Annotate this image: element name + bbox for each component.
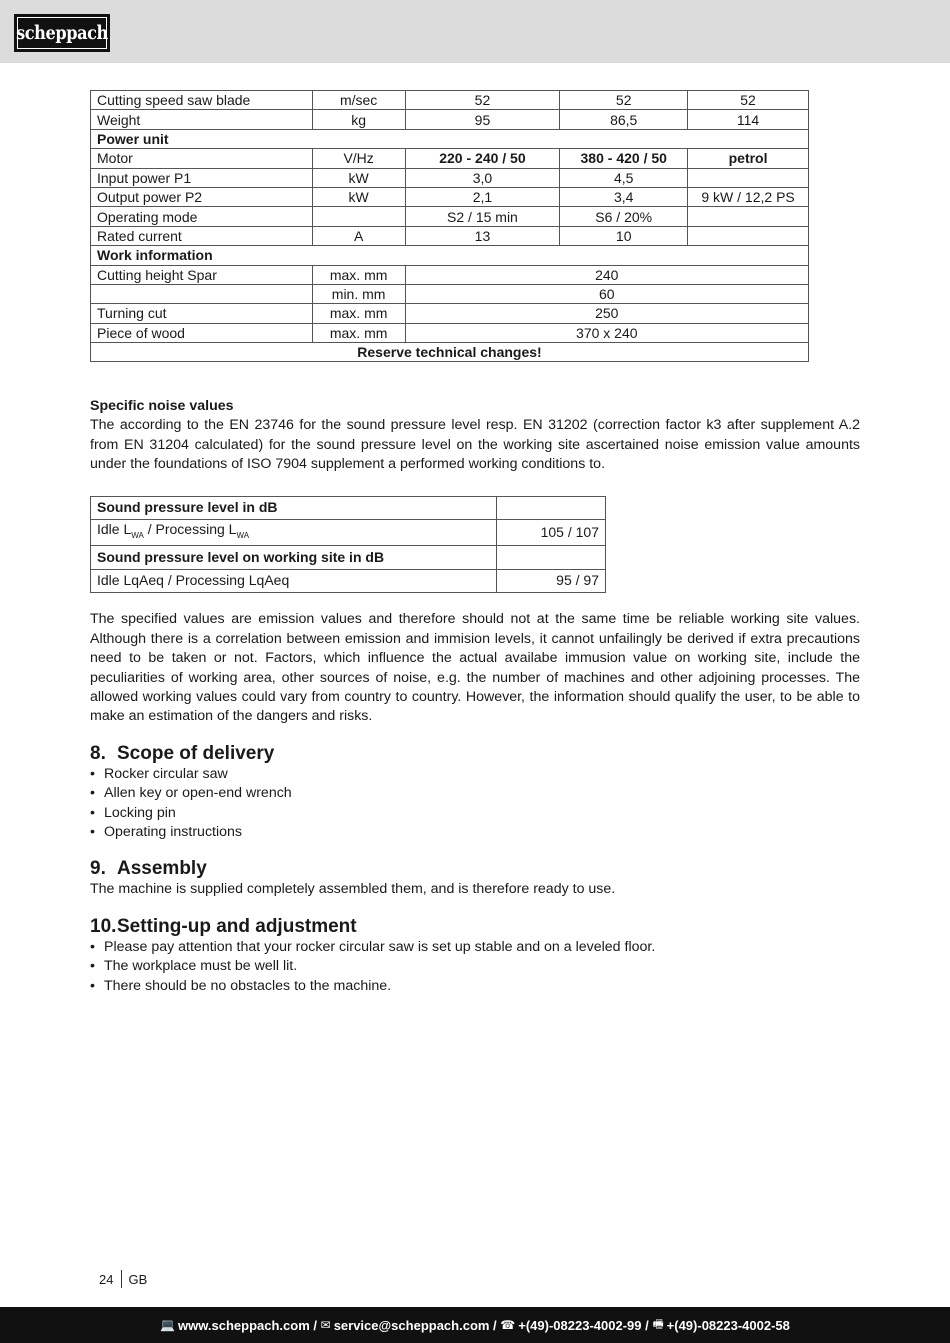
setup-adjustment-list bbox=[90, 938, 860, 996]
table-row bbox=[91, 110, 809, 129]
row-value-2: S6 / 20% bbox=[560, 207, 688, 226]
row-value: 60 bbox=[405, 284, 808, 303]
phone-icon: ☎ bbox=[500, 1318, 516, 1332]
row-value-3 bbox=[688, 226, 809, 245]
row-value-2: 380 - 420 / 50 bbox=[560, 149, 688, 168]
table-row bbox=[91, 304, 809, 323]
list-item: • Operating instructions bbox=[90, 823, 860, 842]
row-unit bbox=[312, 207, 405, 226]
row-unit: max. mm bbox=[312, 323, 405, 342]
row-label: Turning cut bbox=[91, 304, 313, 323]
reserve-changes-note: Reserve technical changes! bbox=[91, 343, 809, 362]
row-label bbox=[91, 284, 313, 303]
table-footer-row bbox=[91, 343, 809, 362]
email-link[interactable]: service@scheppach.com / bbox=[333, 1317, 497, 1333]
lqaeq-value: 95 / 97 bbox=[497, 569, 606, 593]
table-row bbox=[91, 265, 809, 284]
row-value-2: 86,5 bbox=[560, 110, 688, 129]
table-row bbox=[91, 168, 809, 187]
table-row bbox=[91, 207, 809, 226]
row-value-3: petrol bbox=[688, 149, 809, 168]
language-code: GB bbox=[128, 1271, 148, 1287]
fax-number: +(49)-08223-4002-58 bbox=[666, 1317, 790, 1333]
list-item: • The workplace must be well lit. bbox=[90, 957, 860, 976]
section-8-heading: 8. Scope of delivery bbox=[90, 742, 275, 764]
list-item: • Please pay attention that your rocker circular saw is set up stable and on a leveled floor. bbox=[90, 938, 860, 957]
lqaeq-label: Idle LqAeq / Processing LqAeq bbox=[91, 569, 497, 593]
row-label: Output power P2 bbox=[91, 187, 313, 206]
row-value-3: 52 bbox=[688, 91, 809, 110]
row-unit: kg bbox=[312, 110, 405, 129]
section-row bbox=[91, 129, 809, 148]
table-row bbox=[91, 546, 606, 570]
list-item: • Rocker circular saw bbox=[90, 765, 860, 784]
row-value-3: 114 bbox=[688, 110, 809, 129]
scheppach-logo bbox=[14, 14, 110, 52]
row-value-2: 4,5 bbox=[560, 168, 688, 187]
row-unit: min. mm bbox=[312, 284, 405, 303]
table-row bbox=[91, 91, 809, 110]
page-footer bbox=[0, 1307, 950, 1343]
scope-of-delivery-list bbox=[90, 765, 860, 843]
sound-pressure-table bbox=[90, 496, 606, 594]
working-site-header: Sound pressure level on working site in dB bbox=[91, 546, 497, 570]
row-value: 240 bbox=[405, 265, 808, 284]
row-value-3 bbox=[688, 207, 809, 226]
row-value-3: 9 kW / 12,2 PS bbox=[688, 187, 809, 206]
row-label: Rated current bbox=[91, 226, 313, 245]
row-value-1: 3,0 bbox=[405, 168, 560, 187]
page-header bbox=[0, 0, 950, 63]
noise-heading: Specific noise values bbox=[90, 398, 234, 415]
table-row bbox=[91, 226, 809, 245]
section-9-heading: 9. Assembly bbox=[90, 858, 207, 880]
sound-pressure-header: Sound pressure level in dB bbox=[91, 496, 497, 520]
table-row bbox=[91, 323, 809, 342]
section-label: Power unit bbox=[91, 129, 809, 148]
website-link[interactable]: www.scheppach.com / bbox=[178, 1317, 317, 1333]
mail-icon: ✉ bbox=[320, 1318, 331, 1332]
list-item: • Locking pin bbox=[90, 804, 860, 823]
row-label: Piece of wood bbox=[91, 323, 313, 342]
table-row bbox=[91, 496, 606, 520]
table-row bbox=[91, 284, 809, 303]
row-value-3 bbox=[688, 168, 809, 187]
row-unit: kW bbox=[312, 168, 405, 187]
page-number-area bbox=[99, 1270, 147, 1288]
row-label: Cutting speed saw blade bbox=[91, 91, 313, 110]
row-value: 370 x 240 bbox=[405, 323, 808, 342]
table-row bbox=[91, 569, 606, 593]
technical-data-table bbox=[90, 90, 809, 362]
row-value-2: 52 bbox=[560, 91, 688, 110]
section-row bbox=[91, 246, 809, 265]
row-label: Weight bbox=[91, 110, 313, 129]
page-content bbox=[90, 90, 860, 996]
idle-processing-value: 105 / 107 bbox=[497, 520, 606, 546]
fax-icon: 🖷 bbox=[652, 1316, 664, 1331]
emission-paragraph: The specified values are emission values and therefore should not at the same time be reliable working site values. Although there is a correlation between emission and immision levels, it cannot unfailingly be derived if extra precautions need to be taken or not. Factors, which influence the actual availabe immusion value on working site, include the peculiarities of working area, other sources of noise, e.g. the number of machines and other adjoining processes. The allowed working values could vary from country to country. However, the information should qualify the user, to be able to make an estimation of the dangers and risks. bbox=[90, 611, 860, 725]
section-10-heading: 10.Setting-up and adjustment bbox=[90, 915, 357, 937]
row-value-2: 10 bbox=[560, 226, 688, 245]
table-row bbox=[91, 520, 606, 546]
computer-icon: 💻 bbox=[160, 1318, 176, 1332]
row-value-1: S2 / 15 min bbox=[405, 207, 560, 226]
table-row bbox=[91, 149, 809, 168]
phone-number: +(49)-08223-4002-99 / bbox=[518, 1317, 649, 1333]
row-unit: V/Hz bbox=[312, 149, 405, 168]
section-label: Work information bbox=[91, 246, 809, 265]
row-unit: max. mm bbox=[312, 265, 405, 284]
idle-processing-label: Idle $L_{WA}$ / Processing $L_{WA}$ bbox=[91, 520, 497, 546]
list-item: • There should be no obstacles to the machine. bbox=[90, 977, 860, 996]
row-unit: m/sec bbox=[312, 91, 405, 110]
row-value-1: 2,1 bbox=[405, 187, 560, 206]
row-value-1: 220 - 240 / 50 bbox=[405, 149, 560, 168]
row-label: Cutting height Spar bbox=[91, 265, 313, 284]
row-value-1: 13 bbox=[405, 226, 560, 245]
row-label: Operating mode bbox=[91, 207, 313, 226]
divider bbox=[121, 1270, 122, 1288]
row-unit: kW bbox=[312, 187, 405, 206]
row-unit: max. mm bbox=[312, 304, 405, 323]
row-value-1: 95 bbox=[405, 110, 560, 129]
row-value-2: 3,4 bbox=[560, 187, 688, 206]
table-row bbox=[91, 187, 809, 206]
noise-paragraph: The according to the EN 23746 for the sound pressure level resp. EN 31202 (correction factor k3 after supplement A.2 from EN 31204 calculated) for the sound pressure level on the working site ascertained noise emission value amounts under the foundations of ISO 7904 supplement a performed working conditions to. bbox=[90, 417, 860, 473]
row-unit: A bbox=[312, 226, 405, 245]
row-label: Motor bbox=[91, 149, 313, 168]
logo-text: scheppach bbox=[16, 22, 108, 44]
page-number: 24 bbox=[99, 1271, 114, 1287]
row-value: 250 bbox=[405, 304, 808, 323]
assembly-text: The machine is supplied completely assembled them, and is therefore ready to use. bbox=[90, 881, 616, 898]
row-value-1: 52 bbox=[405, 91, 560, 110]
list-item: • Allen key or open-end wrench bbox=[90, 784, 860, 803]
row-label: Input power P1 bbox=[91, 168, 313, 187]
